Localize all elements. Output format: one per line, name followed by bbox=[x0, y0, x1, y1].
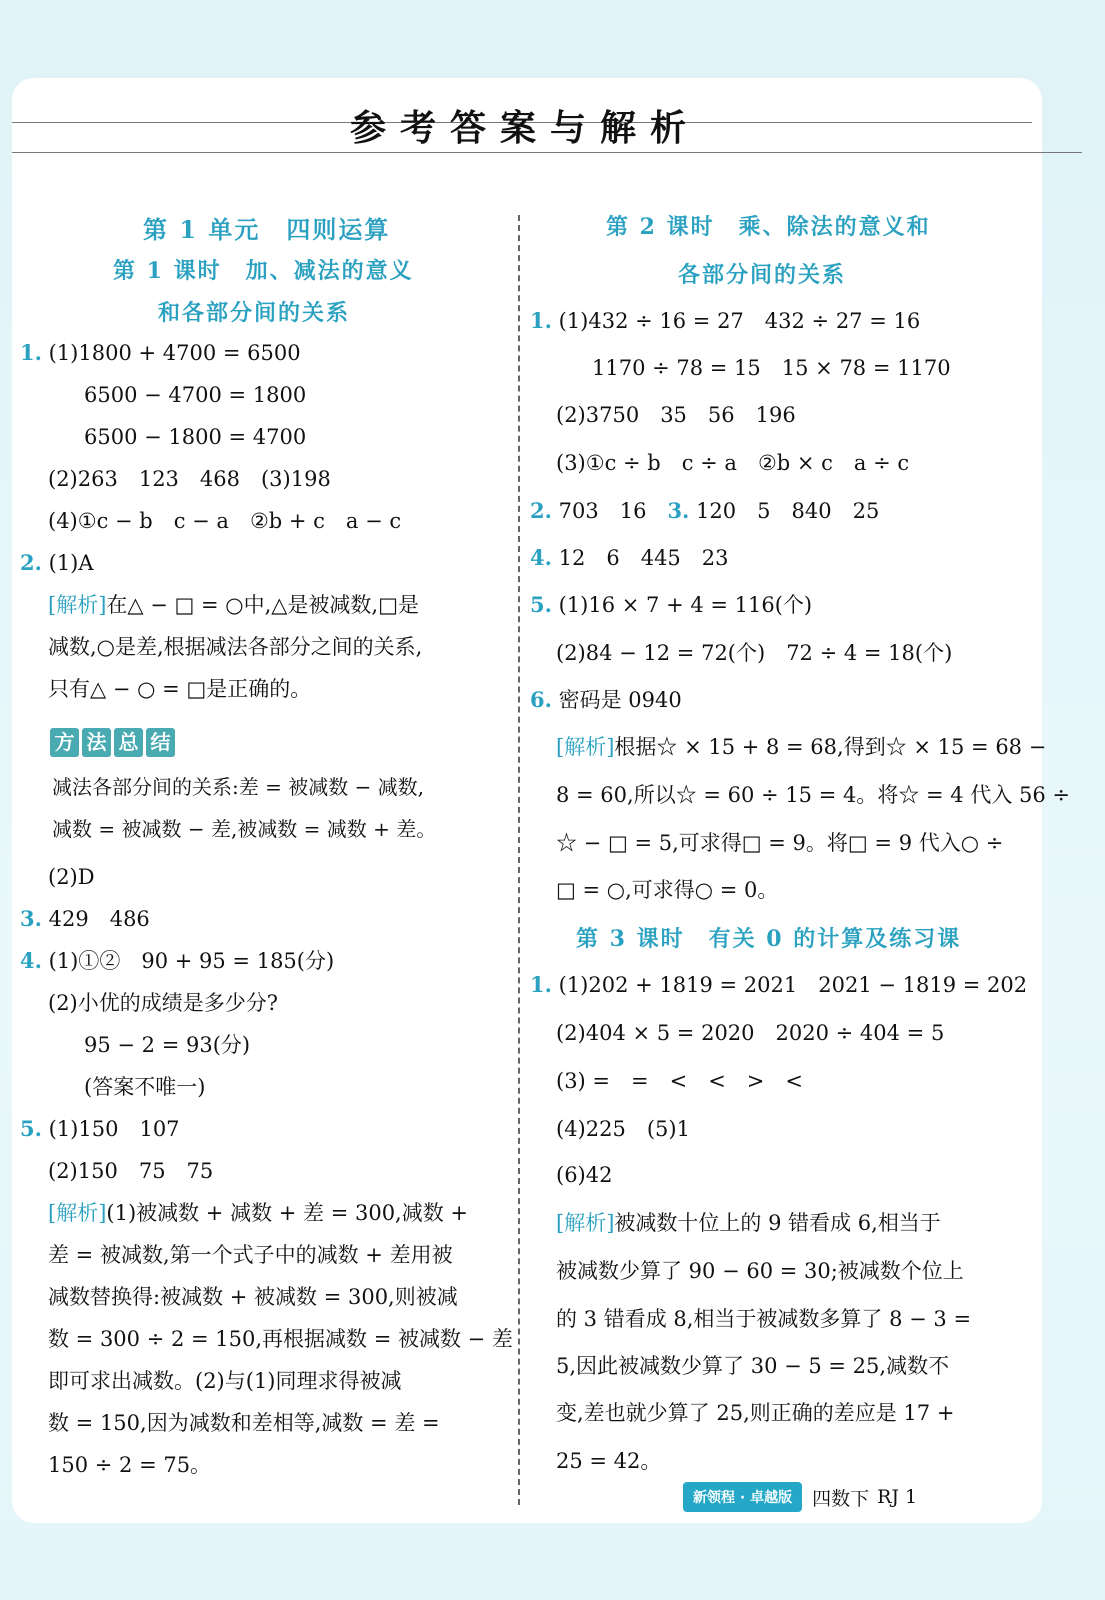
answer-line: (4)225 (5)1 bbox=[556, 1117, 690, 1141]
analysis-line: [解析]在△ − □ = ○中,△是被减数,□是 bbox=[48, 593, 419, 617]
answer-line: 1. (1)1800 + 4700 = 6500 bbox=[20, 340, 301, 365]
question-number: 6. bbox=[530, 687, 552, 712]
answer-line: 4. (1)①② 90 + 95 = 185(分) bbox=[20, 948, 335, 973]
answer-line: 6500 − 4700 = 1800 bbox=[84, 383, 307, 407]
question-number: 1. bbox=[530, 308, 552, 333]
analysis-line: 数 = 300 ÷ 2 = 150,再根据减数 = 被减数 − 差 bbox=[48, 1327, 513, 1351]
method-summary-badge: 方 法 总 结 bbox=[50, 728, 175, 757]
unit-heading: 第 1 单元 四则运算 bbox=[143, 215, 391, 244]
answer-line: 95 − 2 = 93(分) bbox=[84, 1033, 251, 1057]
question-number: 5. bbox=[20, 1116, 42, 1141]
series-label: 新领程 · 卓越版 bbox=[683, 1482, 802, 1512]
question-number: 1. bbox=[530, 972, 552, 997]
answer-line: (2)D bbox=[48, 865, 95, 889]
answer-line: (答案不唯一) bbox=[84, 1075, 206, 1099]
analysis-line: 只有△ − ○ = □是正确的。 bbox=[48, 677, 312, 701]
analysis-line: 变,差也就少算了 25,则正确的差应是 17 + bbox=[556, 1401, 955, 1425]
answer-line: (4)①c − b c − a ②b + c a − c bbox=[48, 509, 402, 533]
analysis-line: □ = ○,可求得○ = 0。 bbox=[556, 878, 779, 902]
answer-line: (2)3750 35 56 196 bbox=[556, 403, 796, 427]
analysis-line: 150 ÷ 2 = 75。 bbox=[48, 1453, 212, 1477]
analysis-line: 减数,○是差,根据减法各部分之间的关系, bbox=[48, 635, 423, 659]
answer-line: (3) = = < < > < bbox=[556, 1069, 803, 1093]
analysis-line: 差 = 被减数,第一个式子中的减数 + 差用被 bbox=[48, 1243, 453, 1267]
answer-line: (2)150 75 75 bbox=[48, 1159, 214, 1183]
analysis-line: [解析](1)被减数 + 减数 + 差 = 300,减数 + bbox=[48, 1201, 469, 1225]
analysis-line: 被减数少算了 90 − 60 = 30;被减数个位上 bbox=[556, 1259, 964, 1283]
analysis-line: 减数替换得:被减数 + 被减数 = 300,则被减 bbox=[48, 1285, 458, 1309]
answer-line: 1. (1)432 ÷ 16 = 27 432 ÷ 27 = 16 bbox=[530, 308, 921, 333]
answer-line: 5. (1)16 × 7 + 4 = 116(个) bbox=[530, 592, 813, 617]
question-number: 2. bbox=[530, 498, 552, 523]
summary-line: 减法各部分间的关系:差 = 被减数 − 减数, bbox=[52, 775, 425, 799]
answer-line: (2)263 123 468 (3)198 bbox=[48, 467, 331, 491]
answer-line: (2)小优的成绩是多少分? bbox=[48, 991, 279, 1015]
grade-label: 四数下 bbox=[812, 1487, 870, 1510]
page-number: RJ 1 bbox=[877, 1486, 918, 1508]
analysis-line: 25 = 42。 bbox=[556, 1449, 662, 1473]
analysis-line: 8 = 60,所以☆ = 60 ÷ 15 = 4。将☆ = 4 代入 56 ÷ bbox=[556, 783, 1070, 807]
answer-line: 4. 12 6 445 23 bbox=[530, 545, 729, 570]
question-number: 1. bbox=[20, 340, 42, 365]
answer-line: 3. 429 486 bbox=[20, 906, 150, 931]
analysis-line: ☆ − □ = 5,可求得□ = 9。将□ = 9 代入○ ÷ bbox=[556, 831, 1004, 855]
answer-line: (2)404 × 5 = 2020 2020 ÷ 404 = 5 bbox=[556, 1021, 945, 1045]
answer-line: 6. 密码是 0940 bbox=[530, 687, 682, 712]
lesson3-heading: 第 3 课时 有关 0 的计算及练习课 bbox=[576, 926, 962, 952]
question-number: 3. bbox=[667, 498, 690, 523]
page-title: 参考答案与解析 bbox=[349, 107, 700, 149]
answer-line: 1. (1)202 + 1819 = 2021 2021 − 1819 = 202 bbox=[530, 972, 1028, 997]
question-number: 3. bbox=[20, 906, 42, 931]
analysis-tag: [解析] bbox=[48, 1201, 107, 1225]
analysis-line: [解析]被减数十位上的 9 错看成 6,相当于 bbox=[556, 1211, 941, 1235]
answer-line: (3)①c ÷ b c ÷ a ②b × c a ÷ c bbox=[556, 451, 910, 475]
answer-line: 1170 ÷ 78 = 15 15 × 78 = 1170 bbox=[592, 356, 951, 380]
answer-line: 6500 − 1800 = 4700 bbox=[84, 425, 307, 449]
column-divider bbox=[518, 215, 520, 1505]
question-number: 5. bbox=[530, 592, 552, 617]
header-rule-bottom bbox=[12, 152, 1082, 153]
analysis-line: 数 = 150,因为减数和差相等,减数 = 差 = bbox=[48, 1411, 440, 1435]
lesson1-heading-b: 和各部分间的关系 bbox=[158, 300, 351, 326]
summary-line: 减数 = 被减数 − 差,被减数 = 减数 + 差。 bbox=[52, 817, 437, 841]
page-footer bbox=[683, 1480, 917, 1514]
lesson2-heading-a: 第 2 课时 乘、除法的意义和 bbox=[606, 214, 931, 240]
analysis-tag: [解析] bbox=[48, 593, 107, 617]
lesson2-heading-b: 各部分间的关系 bbox=[678, 262, 847, 288]
question-number: 4. bbox=[530, 545, 552, 570]
question-number: 2. bbox=[20, 550, 42, 575]
answer-line: 5. (1)150 107 bbox=[20, 1116, 180, 1141]
analysis-tag: [解析] bbox=[556, 735, 615, 759]
analysis-line: 的 3 错看成 8,相当于被减数多算了 8 − 3 = bbox=[556, 1307, 972, 1331]
answer-line: (2)84 − 12 = 72(个) 72 ÷ 4 = 18(个) bbox=[556, 641, 953, 665]
analysis-line: [解析]根据☆ × 15 + 8 = 68,得到☆ × 15 = 68 − bbox=[556, 735, 1047, 759]
analysis-line: 5,因此被减数少算了 30 − 5 = 25,减数不 bbox=[556, 1354, 950, 1378]
answer-line: 2. (1)A bbox=[20, 550, 94, 575]
answer-line: 2. 703 16 3. 120 5 840 25 bbox=[530, 498, 880, 523]
analysis-tag: [解析] bbox=[556, 1211, 615, 1235]
analysis-line: 即可求出减数。(2)与(1)同理求得被减 bbox=[48, 1369, 402, 1393]
answer-line: (6)42 bbox=[556, 1163, 613, 1187]
question-number: 4. bbox=[20, 948, 42, 973]
lesson1-heading-a: 第 1 课时 加、减法的意义 bbox=[113, 258, 414, 284]
